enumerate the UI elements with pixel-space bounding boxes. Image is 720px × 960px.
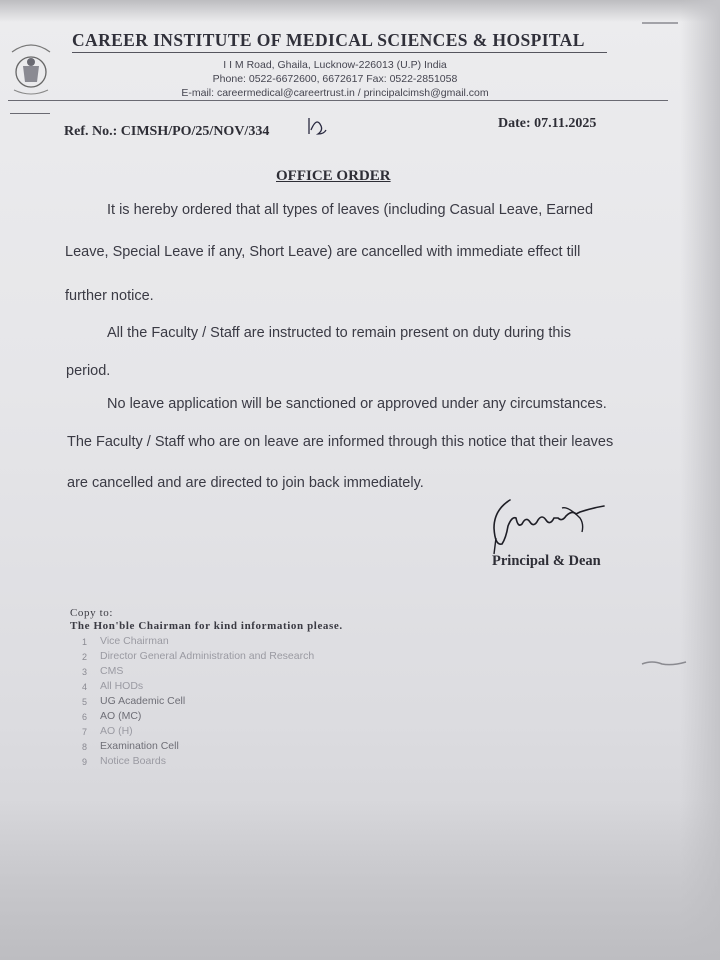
- order-line-1: It is hereby ordered that all types of leaves (including Casual Leave, Earned: [107, 202, 594, 218]
- letterhead-divider-short: [10, 113, 50, 114]
- copy-item-number: 8: [82, 742, 88, 752]
- copy-item-number: 6: [82, 712, 88, 722]
- stray-ink-mark: [640, 18, 680, 28]
- institute-name-underline: [72, 52, 607, 53]
- order-line-2: Leave, Special Leave if any, Short Leave) are cancelled with immediate effect till: [65, 244, 581, 260]
- copy-item-ao-h: AO (H): [100, 725, 133, 737]
- letterhead-divider: [8, 100, 668, 101]
- copy-item-number: 7: [82, 727, 88, 737]
- ref-initial-scribble: [306, 116, 328, 138]
- copy-to-primary: The Hon'ble Chairman for kind information please.: [70, 620, 343, 632]
- order-line-8: are cancelled and are directed to join back immediately.: [67, 475, 424, 491]
- institute-email: E-mail: careermedical@careertrust.in / principalcimsh@gmail.com: [181, 87, 489, 99]
- office-order-title: OFFICE ORDER: [276, 168, 391, 184]
- signatory-designation: Principal & Dean: [492, 553, 601, 569]
- copy-item-number: 2: [82, 652, 88, 662]
- copy-item-number: 5: [82, 697, 88, 707]
- institute-name: CAREER INSTITUTE OF MEDICAL SCIENCES & HOSPITAL: [72, 30, 585, 50]
- order-line-5: period.: [66, 363, 111, 379]
- copy-item-number: 4: [82, 682, 88, 692]
- copy-item-number: 1: [82, 637, 88, 647]
- copy-item-ao-mc: AO (MC): [100, 710, 142, 722]
- copy-item-all-hods: All HODs: [100, 680, 144, 692]
- copy-to-heading: Copy to:: [70, 607, 113, 619]
- institute-emblem-icon: [6, 38, 56, 100]
- institute-phone: Phone: 0522-6672600, 6672617 Fax: 0522-2851058: [212, 73, 458, 85]
- page-top-shadow: [0, 0, 720, 22]
- copy-item-number: 3: [82, 667, 88, 677]
- institute-address: I I M Road, Ghaila, Lucknow-226013 (U.P) India: [223, 59, 447, 71]
- order-line-3: further notice.: [65, 288, 154, 304]
- order-line-6: No leave application will be sanctioned or approved under any circumstances.: [107, 396, 607, 412]
- principal-signature: [488, 488, 618, 558]
- reference-number: Ref. No.: CIMSH/PO/25/NOV/334: [64, 124, 270, 139]
- copy-item-director-general: Director General Administration and Research: [100, 650, 315, 662]
- copy-item-examination-cell: Examination Cell: [100, 740, 179, 752]
- copy-item-cms: CMS: [100, 665, 124, 677]
- order-line-4: All the Faculty / Staff are instructed to remain present on duty during this: [107, 325, 571, 341]
- copy-item-notice-boards: Notice Boards: [100, 755, 166, 767]
- order-line-7: The Faculty / Staff who are on leave are informed through this notice that their leaves: [67, 434, 614, 450]
- order-date: Date: 07.11.2025: [498, 116, 597, 131]
- copy-item-vice-chairman: Vice Chairman: [100, 635, 169, 647]
- copy-item-ug-academic-cell: UG Academic Cell: [100, 695, 186, 707]
- copy-item-number: 9: [82, 757, 88, 767]
- page-bottom-shadow: [0, 800, 720, 960]
- stray-ink-mark: [640, 656, 690, 670]
